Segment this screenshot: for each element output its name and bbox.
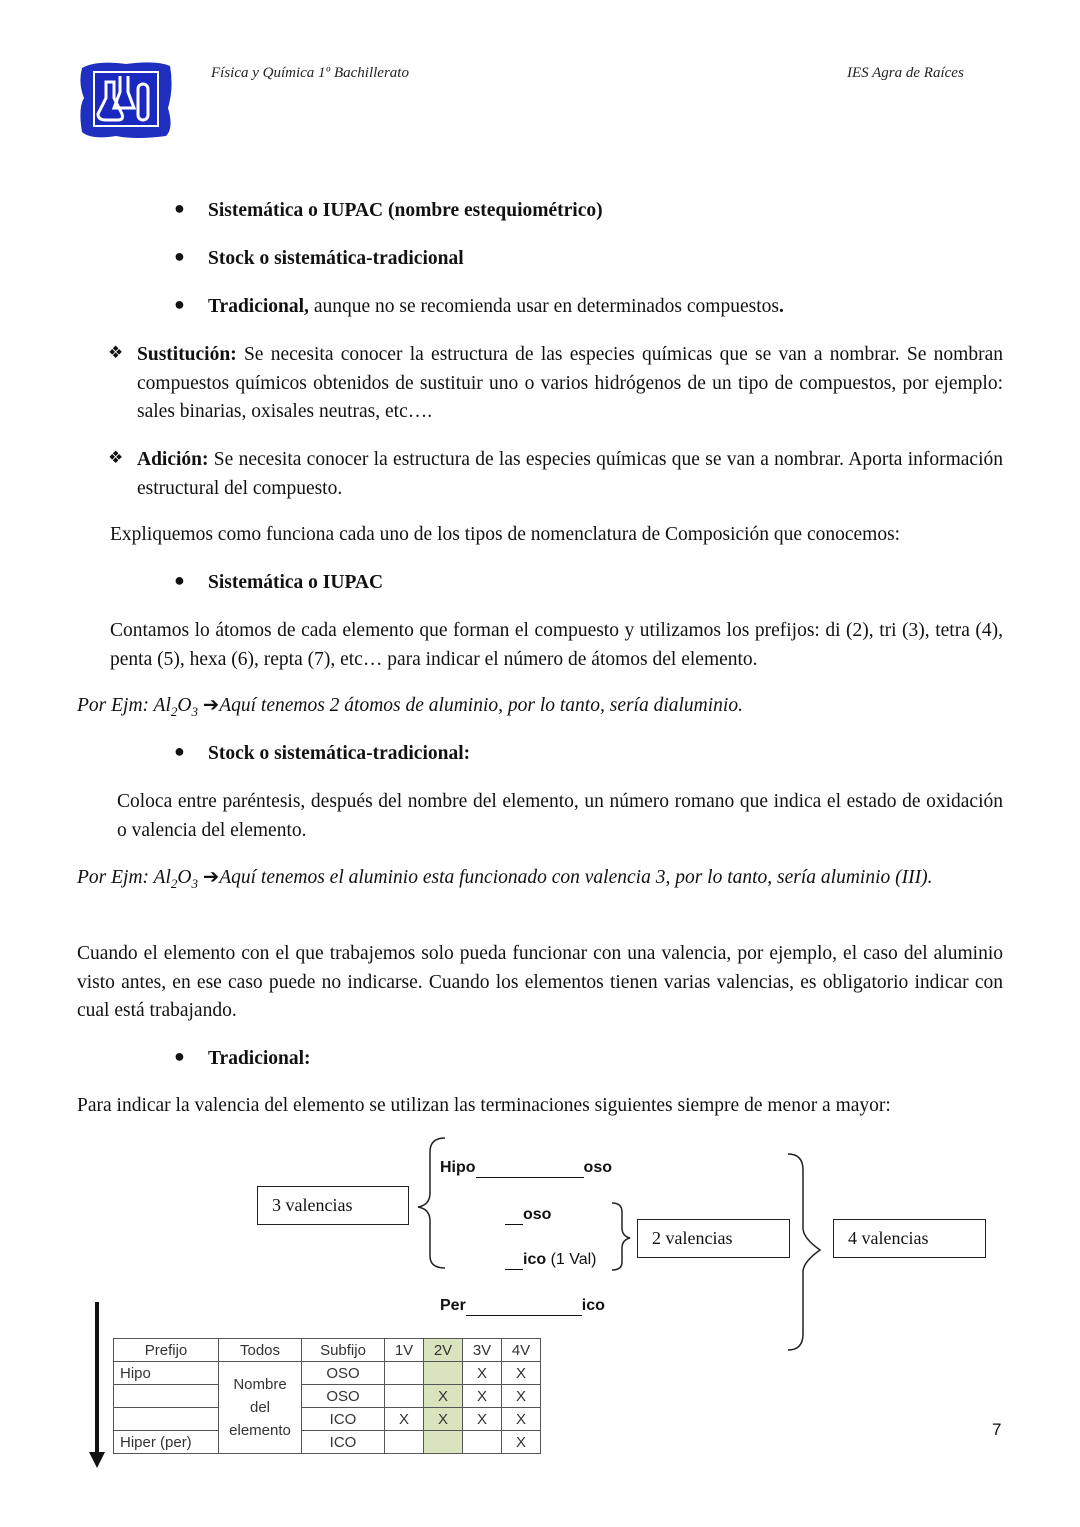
intro-paragraph: Expliquemos como funciona cada uno de los tipos de nomenclatura de Composición que conocemos: <box>110 524 901 545</box>
tradicional-paragraph: Para indicar la valencia del elemento se utilizan las terminaciones siguientes siempre de menor a mayor: <box>77 1095 891 1116</box>
diamond-bullet-icon: ❖ <box>108 448 124 467</box>
iupac-paragraph: Contamos lo átomos de cada elemento que forman el compuesto y utilizamos los prefijos: di (2), tri (3), tetra (4), penta (5), hexa (6), repta (7), etc… para indicar el número de átomos del elemento. <box>110 620 1003 670</box>
todos-merged-cell: Nombre del elemento <box>219 1362 302 1454</box>
box-2-valencias: 2 valencias <box>637 1219 790 1258</box>
list-item: Sistemática o IUPAC (nombre estequiométrico) <box>208 200 603 221</box>
label-oso: oso <box>505 1206 551 1225</box>
sustitucion-paragraph: Sustitución: Se necesita conocer la estructura de las especies químicas que se van a nombrar. Se nombran compuestos químicos obtenidos de sustituir uno o varios hidrógenos de un tipo de compuestos, por ejemplo: sales binarias, oxisales neutras, etc…. <box>137 344 1003 422</box>
bullet-icon: ● <box>174 246 185 266</box>
stock-note-paragraph: Cuando el elemento con el que trabajemos solo pueda funcionar con una valencia, por ejemplo, el caso del aluminio visto antes, en ese caso puede no indicarse. Cuando los elementos tienen varias valencias, es obligatorio indicar con cual está trabajando. <box>77 943 1003 1021</box>
header-subject: Física y Química 1º Bachillerato <box>211 65 409 81</box>
stock-paragraph: Coloca entre paréntesis, después del nombre del elemento, un número romano que indica el estado de oxidación o valencia del elemento. <box>117 791 1003 841</box>
bullet-icon: ● <box>174 198 185 218</box>
bullet-icon: ● <box>174 294 185 314</box>
right-brace-4-valencias <box>788 1154 820 1350</box>
iupac-example: Por Ejm: $Al_2O_3$ ➔Aquí tenemos 2 átomos de aluminio, por lo tanto, sería dialuminio. <box>77 695 743 719</box>
page-number: 7 <box>992 1420 1002 1439</box>
bullet-icon: ● <box>174 1046 185 1066</box>
label-hipo-oso: Hipo oso <box>440 1159 612 1176</box>
list-item: Stock o sistemática-tradicional <box>208 248 464 269</box>
label-per-ico: Per ico <box>440 1297 605 1314</box>
adicion-paragraph: Adición: Se necesita conocer la estructura de las especies químicas que se van a nombrar. Aporta información estructural del compuesto. <box>137 449 1003 499</box>
bullet-icon: ● <box>174 741 185 761</box>
header-school: IES Agra de Raíces <box>847 65 964 81</box>
right-brace-2-valencias <box>612 1203 630 1270</box>
box-4-valencias: 4 valencias <box>833 1219 986 1258</box>
table-row: Hipo Nombre del elemento OSO X X <box>114 1362 541 1385</box>
box-3-valencias: 3 valencias <box>257 1186 409 1225</box>
stock-example: Por Ejm: $Al_2O_3$ ➔Aquí tenemos el aluminio esta funcionado con valencia 3, por lo tanto, sería aluminio (III). <box>77 867 933 891</box>
left-brace-3-valencias <box>418 1138 445 1268</box>
label-ico: ico (1 Val) <box>505 1251 597 1270</box>
stock-heading: Stock o sistemática-tradicional: <box>208 743 471 764</box>
valencias-table <box>113 1338 541 1454</box>
tradicional-heading: Tradicional: <box>208 1048 311 1069</box>
arrow-right-icon: ➔ <box>202 695 220 716</box>
table-row: ICO X X X X <box>114 1408 541 1431</box>
list-item: Tradicional, aunque no se recomienda usar en determinados compuestos. <box>208 296 784 317</box>
iupac-heading: Sistemática o IUPAC <box>208 572 384 593</box>
arrow-right-icon: ➔ <box>202 867 220 888</box>
diamond-bullet-icon: ❖ <box>108 343 124 362</box>
table-row: Hiper (per) ICO X <box>114 1431 541 1454</box>
bullet-icon: ● <box>174 570 185 590</box>
table-row: OSO X X X <box>114 1385 541 1408</box>
table-header-row: Prefijo Todos Subfijo 1V 2V 3V 4V <box>114 1339 541 1362</box>
